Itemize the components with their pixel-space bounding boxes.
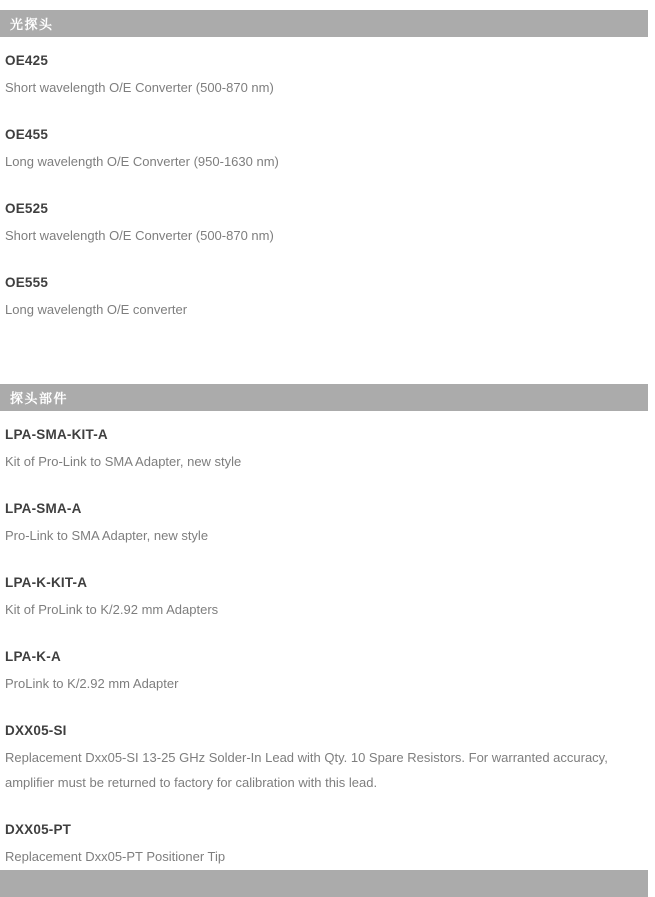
product-name: OE425: [5, 53, 49, 68]
product-item: [5, 820, 655, 869]
product-item: [5, 425, 655, 474]
product-description: ProLink to K/2.92 mm Adapter: [5, 676, 179, 691]
product-name: OE455: [5, 127, 49, 142]
product-name: LPA-K-KIT-A: [5, 575, 88, 590]
partial-section-header: [0, 870, 648, 897]
product-item: [5, 573, 655, 622]
product-name: DXX05-PT: [5, 822, 72, 837]
product-item: [5, 199, 655, 248]
product-description: Short wavelength O/E Converter (500-870 nm): [5, 80, 274, 95]
product-item: [5, 499, 655, 548]
product-description: Long wavelength O/E Converter (950-1630 nm): [5, 154, 279, 169]
product-name: LPA-K-A: [5, 649, 61, 664]
section-header-1: [0, 384, 648, 411]
product-name: DXX05-SI: [5, 723, 67, 738]
product-description: Short wavelength O/E Converter (500-870 nm): [5, 228, 274, 243]
product-item: [5, 51, 655, 100]
product-description: Long wavelength O/E converter: [5, 302, 188, 317]
section-header-0: [0, 10, 648, 37]
product-description: Pro-Link to SMA Adapter, new style: [5, 528, 209, 543]
product-item: [5, 125, 655, 174]
section-title: 探头部件: [10, 391, 69, 406]
product-description: Kit of Pro-Link to SMA Adapter, new style: [5, 454, 242, 469]
product-item: [5, 273, 655, 322]
product-item: [5, 721, 655, 795]
product-section: [0, 384, 655, 869]
section-list: [0, 10, 655, 869]
section-title: 光探头: [10, 17, 54, 32]
section-items: [0, 37, 655, 322]
product-description: Replacement Dxx05-SI 13-25 GHz Solder-In Lead with Qty. 10 Spare Resistors. For warranted accuracy, amplifier must be returned to factory for calibration with this lead.: [5, 750, 608, 790]
product-name: LPA-SMA-KIT-A: [5, 427, 108, 442]
product-description: Kit of ProLink to K/2.92 mm Adapters: [5, 602, 219, 617]
product-description: Replacement Dxx05-PT Positioner Tip: [5, 849, 226, 864]
product-name: OE555: [5, 275, 49, 290]
product-item: [5, 647, 655, 696]
product-name: OE525: [5, 201, 49, 216]
product-name: LPA-SMA-A: [5, 501, 82, 516]
product-section: [0, 10, 655, 322]
section-items: [0, 411, 655, 869]
